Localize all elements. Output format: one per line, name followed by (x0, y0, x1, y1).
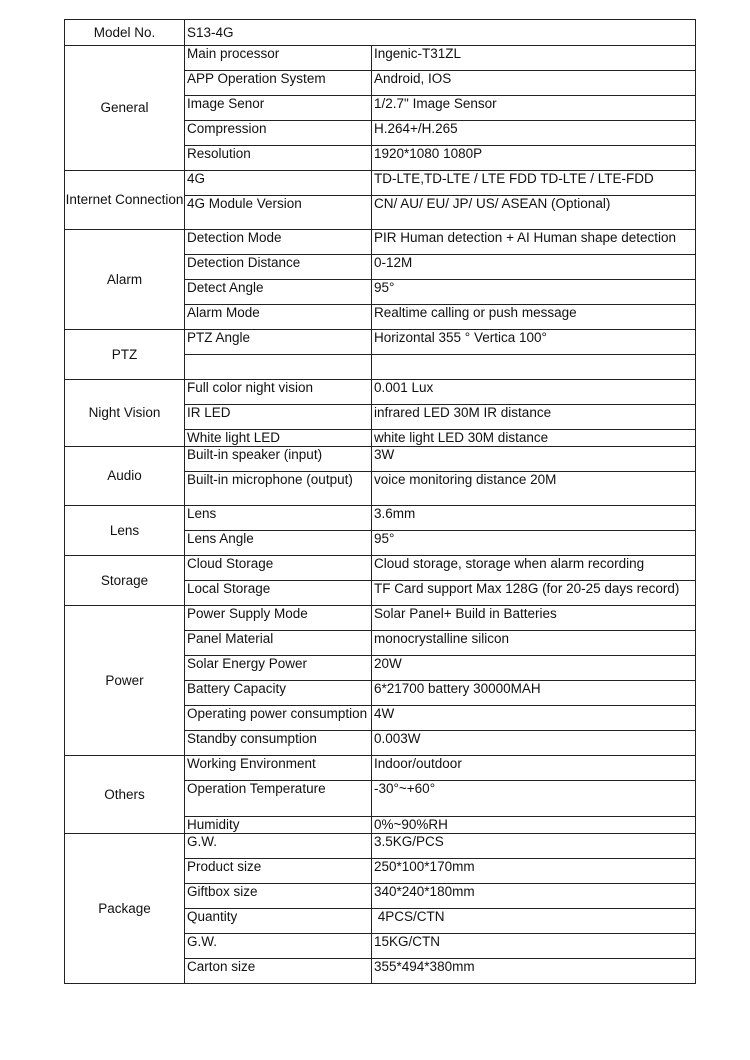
spec-label: Panel Material (185, 631, 372, 656)
spec-row (65, 506, 696, 531)
spec-value: Cloud storage, storage when alarm recording (372, 556, 696, 581)
spec-label: 4G (185, 171, 372, 196)
spec-table-body (65, 20, 696, 984)
spec-label: Full color night vision (185, 380, 372, 405)
spec-label: PTZ Angle (185, 330, 372, 355)
category-label: Power (65, 606, 185, 756)
spec-label: Product size (185, 859, 372, 884)
spec-row (65, 46, 696, 71)
spec-row (65, 556, 696, 581)
spec-value: CN/ AU/ EU/ JP/ US/ ASEAN (Optional) (372, 196, 696, 230)
spec-label: Quantity (185, 909, 372, 934)
spec-value: 340*240*180mm (372, 884, 696, 909)
spec-label: IR LED (185, 405, 372, 430)
spec-row (65, 171, 696, 196)
spec-label: White light LED (185, 430, 372, 447)
spec-value: -30°~+60° (372, 781, 696, 817)
category-label: Package (65, 834, 185, 984)
category-label: Lens (65, 506, 185, 556)
spec-value: 0%~90%RH (372, 817, 696, 834)
spec-row (65, 380, 696, 405)
spec-value: Indoor/outdoor (372, 756, 696, 781)
spec-value: 1/2.7" Image Sensor (372, 96, 696, 121)
spec-label: Operating power consumption (185, 706, 372, 731)
category-label: Audio (65, 447, 185, 506)
spec-label: Power Supply Mode (185, 606, 372, 631)
spec-value: white light LED 30M distance (372, 430, 696, 447)
spec-value: 15KG/CTN (372, 934, 696, 959)
spec-value: Ingenic-T31ZL (372, 46, 696, 71)
spec-value: TD-LTE,TD-LTE / LTE FDD TD-LTE / LTE-FDD (372, 171, 696, 196)
spec-label: Working Environment (185, 756, 372, 781)
model-row (65, 20, 696, 46)
spec-row (65, 834, 696, 859)
spec-label: Humidity (185, 817, 372, 834)
spec-value: 0.001 Lux (372, 380, 696, 405)
category-label: Alarm (65, 230, 185, 330)
spec-label: Cloud Storage (185, 556, 372, 581)
spec-label: Standby consumption (185, 731, 372, 756)
spec-value: H.264+/H.265 (372, 121, 696, 146)
spec-value: Horizontal 355 ° Vertica 100° (372, 330, 696, 355)
spec-value: Solar Panel+ Build in Batteries (372, 606, 696, 631)
spec-label: Giftbox size (185, 884, 372, 909)
spec-value: 0.003W (372, 731, 696, 756)
spec-value: 355*494*380mm (372, 959, 696, 984)
spec-value: 4PCS/CTN (372, 909, 696, 934)
spec-value: 95° (372, 280, 696, 305)
spec-label: Lens Angle (185, 531, 372, 556)
spec-label (185, 355, 372, 380)
spec-value: 20W (372, 656, 696, 681)
spec-value: 95° (372, 531, 696, 556)
spec-value: infrared LED 30M IR distance (372, 405, 696, 430)
spec-value: 1920*1080 1080P (372, 146, 696, 171)
spec-value: Realtime calling or push message (372, 305, 696, 330)
spec-value: TF Card support Max 128G (for 20-25 days record) (372, 581, 696, 606)
spec-label: Local Storage (185, 581, 372, 606)
spec-label: Alarm Mode (185, 305, 372, 330)
category-label: Internet Connection (65, 171, 185, 230)
spec-row (65, 230, 696, 255)
spec-label: Battery Capacity (185, 681, 372, 706)
spec-label: 4G Module Version (185, 196, 372, 230)
spec-label: Resolution (185, 146, 372, 171)
spec-label: APP Operation System (185, 71, 372, 96)
spec-value: 3.5KG/PCS (372, 834, 696, 859)
spec-value (372, 355, 696, 380)
spec-row (65, 756, 696, 781)
spec-label: G.W. (185, 934, 372, 959)
spec-label: Image Senor (185, 96, 372, 121)
spec-label: Main processor (185, 46, 372, 71)
spec-value: 6*21700 battery 30000MAH (372, 681, 696, 706)
spec-label: G.W. (185, 834, 372, 859)
spec-label: Detection Mode (185, 230, 372, 255)
spec-value: 3W (372, 447, 696, 472)
category-label: General (65, 46, 185, 171)
spec-label: Lens (185, 506, 372, 531)
spec-value: 250*100*170mm (372, 859, 696, 884)
spec-label: Solar Energy Power (185, 656, 372, 681)
spec-row (65, 447, 696, 472)
model-value: S13-4G (185, 20, 696, 46)
spec-value: 4W (372, 706, 696, 731)
spec-value: Android, IOS (372, 71, 696, 96)
spec-label: Carton size (185, 959, 372, 984)
spec-label: Detect Angle (185, 280, 372, 305)
spec-value: 3.6mm (372, 506, 696, 531)
category-label: Night Vision (65, 380, 185, 447)
spec-table (64, 19, 696, 984)
spec-label: Built-in speaker (input) (185, 447, 372, 472)
spec-label: Compression (185, 121, 372, 146)
model-label: Model No. (65, 20, 185, 46)
spec-label: Operation Temperature (185, 781, 372, 817)
spec-label: Detection Distance (185, 255, 372, 280)
spec-label: Built-in microphone (output) (185, 472, 372, 506)
spec-value: monocrystalline silicon (372, 631, 696, 656)
category-label: Storage (65, 556, 185, 606)
category-label: PTZ (65, 330, 185, 380)
spec-value: 0-12M (372, 255, 696, 280)
spec-value: voice monitoring distance 20M (372, 472, 696, 506)
spec-row (65, 330, 696, 355)
spec-value: PIR Human detection + AI Human shape detection (372, 230, 696, 255)
spec-row (65, 606, 696, 631)
category-label: Others (65, 756, 185, 834)
